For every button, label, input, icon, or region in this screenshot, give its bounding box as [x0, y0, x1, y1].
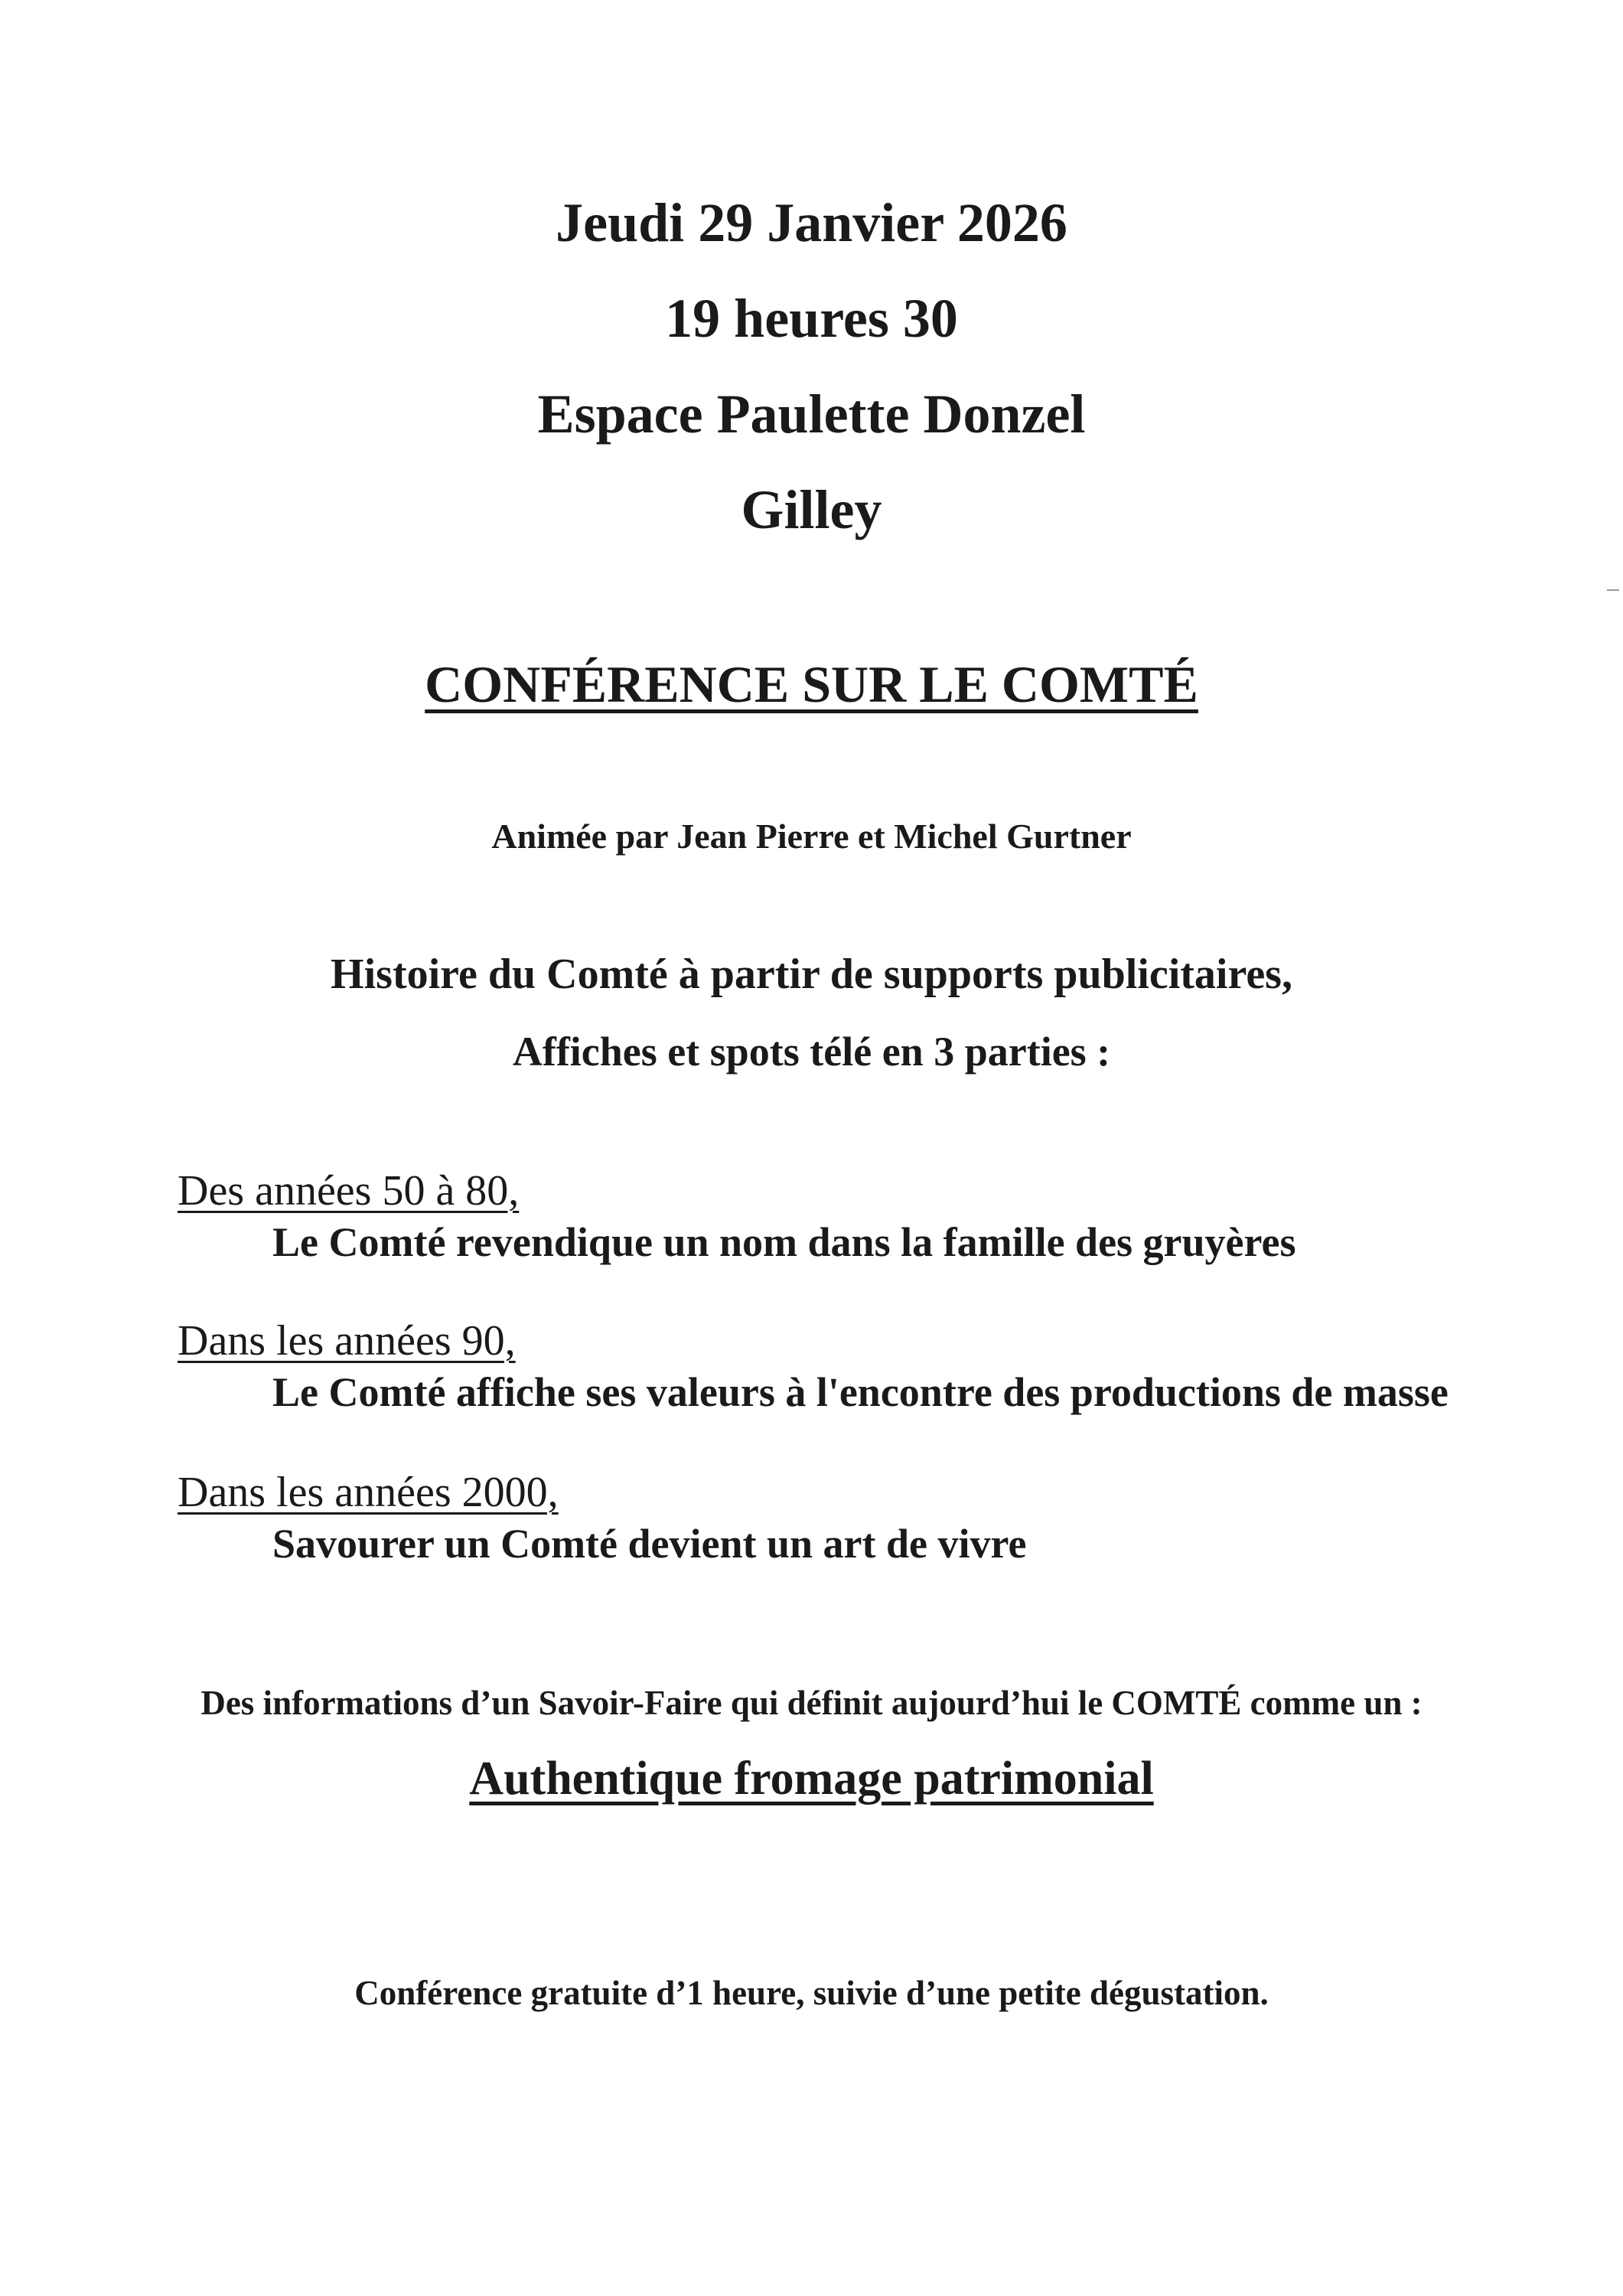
- event-time: 19 heures 30: [665, 288, 958, 349]
- period-label-3: Dans les années 2000,: [178, 1469, 559, 1516]
- footer-note: Conférence gratuite d’1 heure, suivie d’une petite dégustation.: [354, 1974, 1269, 2012]
- conclusion-statement: Des informations d’un Savoir-Faire qui définit aujourd’hui le COMTÉ comme un :: [200, 1684, 1423, 1722]
- period-label-2: Dans les années 90,: [178, 1317, 516, 1365]
- period-label-1: Des années 50 à 80,: [178, 1167, 520, 1215]
- intro-line-1: Histoire du Comté à partir de supports publicitaires,: [331, 951, 1292, 998]
- period-description-1: Le Comté revendique un nom dans la famille des gruyères: [272, 1219, 1296, 1265]
- period-description-2: Le Comté affiche ses valeurs à l'encontre des productions de masse: [272, 1369, 1449, 1415]
- conclusion-emphasis: Authentique fromage patrimonial: [469, 1753, 1154, 1805]
- period-description-3: Savourer un Comté devient un art de vivre: [272, 1521, 1027, 1567]
- intro-line-2: Affiches et spots télé en 3 parties :: [512, 1029, 1111, 1075]
- event-venue: Espace Paulette Donzel: [537, 383, 1086, 445]
- conference-title: CONFÉRENCE SUR LE COMTÉ: [425, 655, 1198, 713]
- event-town: Gilley: [741, 479, 882, 540]
- presenters-line: Animée par Jean Pierre et Michel Gurtner: [491, 817, 1132, 856]
- scan-edge-mark: [1607, 589, 1619, 591]
- event-date: Jeudi 29 Janvier 2026: [556, 192, 1067, 253]
